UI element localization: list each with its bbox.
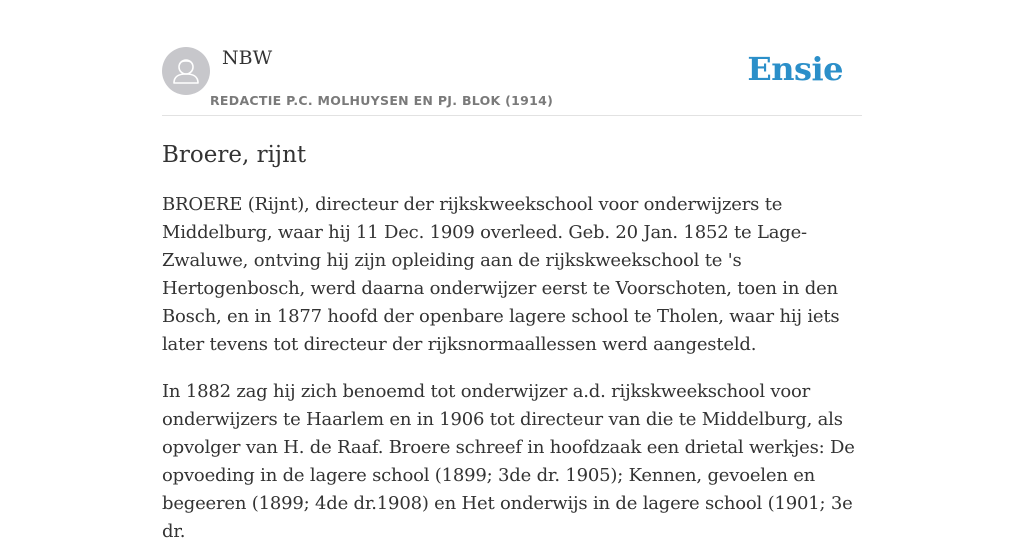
- author-name[interactable]: NBW: [222, 47, 273, 69]
- user-placeholder-icon: [162, 47, 210, 95]
- article-paragraph-1: BROERE (Rijnt), directeur der rijkskweekschool voor onderwijzers te Middelburg, waar hij 11 Dec. 1909 overleed. Geb. 20 Jan. 1852 te Lage-Zwaluwe, ontving hij zijn opleiding aan de rijkskweekschool te 's Hertogenbosch, werd daarna onderwijzer eerst te Voorschoten, toen in den Bosch, en in 1877 hoofd der openbare lagere school te Tholen, waar hij iets later tevens tot directeur der rijksnormaallessen werd aangesteld.: [162, 194, 840, 355]
- article-paragraph-2: In 1882 zag hij zich benoemd tot onderwijzer a.d. rijkskweekschool voor onderwijzers te Haarlem en in 1906 tot directeur van die te Middelburg, als opvolger van H. de Raaf. Broere schreef in hoofdzaak een drietal werkjes: De opvoeding in de lagere school (1899; 3de dr. 1905); Kennen, gevoelen en begeeren (1899; 4de dr.1908) en Het onderwijs in de lagere school (1901; 3e dr.: [162, 381, 855, 542]
- article-header: [162, 0, 862, 116]
- source-credit: REDACTIE P.C. MOLHUYSEN EN PJ. BLOK (1914): [210, 93, 554, 108]
- article-title: Broere, rijnt: [162, 142, 307, 168]
- ensie-logo[interactable]: Ensie: [747, 50, 843, 88]
- author-avatar[interactable]: [162, 47, 210, 95]
- content-container: [162, 0, 862, 546]
